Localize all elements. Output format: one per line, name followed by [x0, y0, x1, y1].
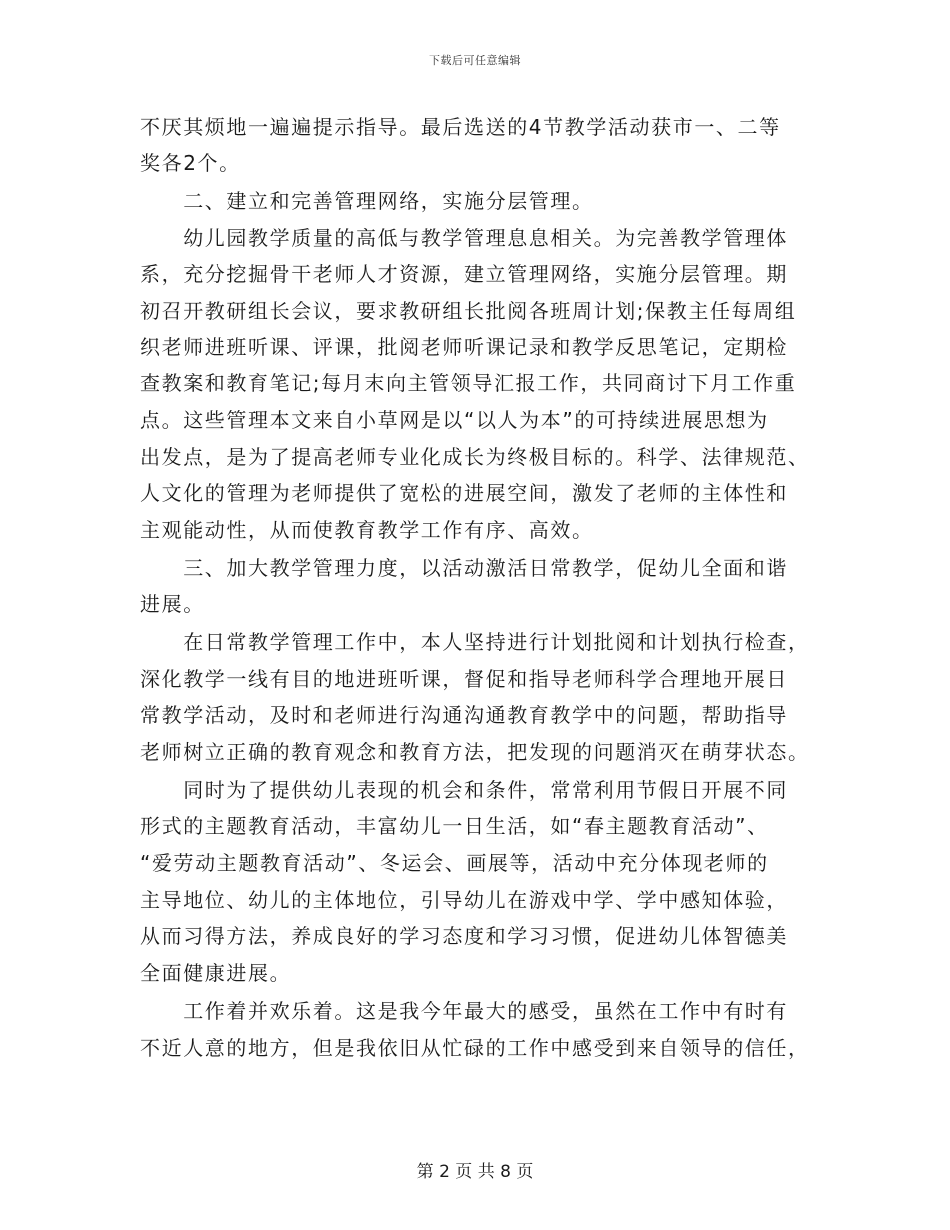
- body-line: 奖各2个。: [140, 151, 241, 175]
- body-line: 全面健康进展。: [140, 961, 292, 985]
- body-line: 不厌其烦地一遍遍提示指导。最后选送的4节教学活动获市一、二等: [140, 115, 781, 139]
- body-line: 人文化的管理为老师提供了宽松的进展空间，激发了老师的主体性和: [140, 481, 788, 505]
- body-line: 主观能动性，从而使教育教学工作有序、高效。: [140, 518, 594, 542]
- body-line: 老师树立正确的教育观念和教育方法，把发现的问题消灭在萌芽状态。: [140, 740, 810, 764]
- body-line: 主导地位、幼儿的主体地位，引导幼儿在游戏中学、学中感知体验，: [140, 888, 788, 912]
- body-line: 点。这些管理本文来自小草网是以“以人为本”的可持续进展思想为: [140, 408, 769, 432]
- page-header: 下载后可任意编辑: [429, 54, 521, 67]
- body-line: 在日常教学管理工作中，本人坚持进行计划批阅和计划执行检查，: [140, 630, 810, 654]
- body-line: 工作着并欢乐着。这是我今年最大的感受，虽然在工作中有时有: [140, 999, 788, 1023]
- body-line: 不近人意的地方，但是我依旧从忙碌的工作中感受到来自领导的信任，: [140, 1036, 810, 1060]
- body-line: 初召开教研组长会议，要求教研组长批阅各班周计划;保教主任每周组: [140, 299, 797, 323]
- page-footer: 第 2 页 共 8 页: [416, 1162, 534, 1182]
- body-line: “爱劳动主题教育活动”、冬运会、画展等，活动中充分体现老师的: [140, 851, 769, 875]
- body-line: 进展。: [140, 592, 205, 616]
- body-line: 织老师进班听课、评课，批阅老师听课记录和教学反思笔记，定期检: [140, 335, 788, 359]
- body-line: 深化教学一线有目的地进班听课，督促和指导老师科学合理地开展日: [140, 667, 788, 691]
- body-line: 查教案和教育笔记;每月末向主管领导汇报工作，共同商讨下月工作重: [140, 371, 797, 395]
- body-line: 从而习得方法，养成良好的学习态度和学习习惯，促进幼儿体智德美: [140, 924, 788, 948]
- body-line: 系，充分挖掘骨干老师人才资源，建立管理网络，实施分层管理。期: [140, 262, 788, 286]
- body-line: 常教学活动，及时和老师进行沟通沟通教育教学中的问题，帮助指导: [140, 703, 788, 727]
- body-line: 二、建立和完善管理网络，实施分层管理。: [140, 189, 594, 213]
- body-line: 同时为了提供幼儿表现的机会和条件，常常利用节假日开展不同: [140, 778, 788, 802]
- body-line: 形式的主题教育活动，丰富幼儿一日生活，如“春主题教育活动”、: [140, 814, 769, 838]
- body-line: 幼儿园教学质量的高低与教学管理息息相关。为完善教学管理体: [140, 226, 788, 250]
- body-line: 三、加大教学管理力度，以活动激活日常教学，促幼儿全面和谐: [140, 556, 788, 580]
- body-line: 出发点，是为了提高老师专业化成长为终极目标的。科学、法律规范、: [140, 445, 810, 469]
